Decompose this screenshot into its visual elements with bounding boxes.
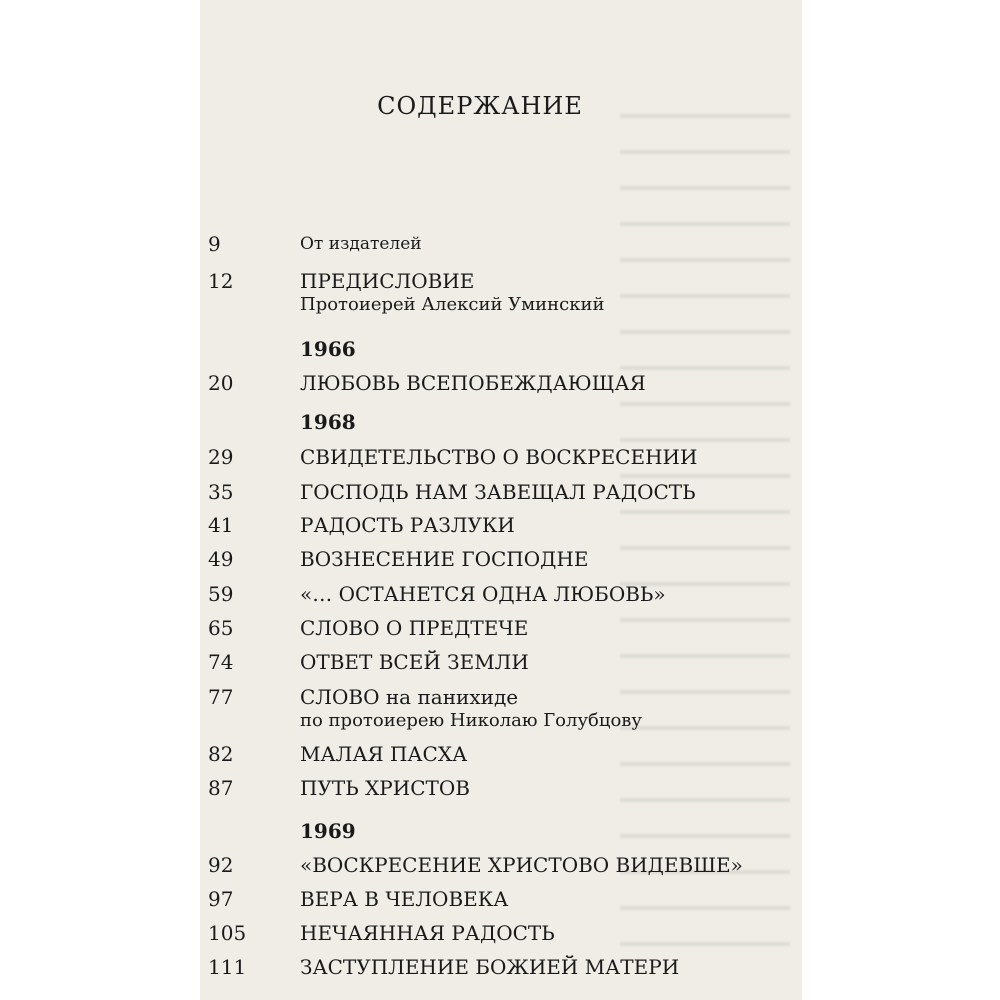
toc-title: «ВОСКРЕСЕНИЕ ХРИСТОВО ВИДЕВШЕ»	[300, 853, 743, 877]
show-through-text	[620, 90, 790, 970]
toc-title: ОТВЕТ ВСЕЙ ЗЕМЛИ	[300, 650, 529, 674]
toc-page-number: 74	[208, 650, 234, 674]
page-title: СОДЕРЖАНИЕ	[377, 92, 583, 120]
toc-subtitle: Протоиерей Алексий Уминский	[300, 294, 605, 315]
toc-title: НЕЧАЯННАЯ РАДОСТЬ	[300, 921, 555, 945]
toc-page-number: 12	[208, 269, 234, 293]
toc-title: ВЕРА В ЧЕЛОВЕКА	[300, 887, 509, 911]
toc-page-number: 87	[208, 776, 234, 800]
toc-title: ЛЮБОВЬ ВСЕПОБЕЖДАЮЩАЯ	[300, 371, 646, 395]
toc-page-number: 20	[208, 371, 234, 395]
toc-page-number: 97	[208, 887, 234, 911]
toc-page-number: 59	[208, 582, 234, 606]
toc-title: ПУТЬ ХРИСТОВ	[300, 776, 470, 800]
toc-page-number: 35	[208, 480, 234, 504]
toc-page-number: 77	[208, 685, 234, 709]
toc-subtitle: по протоиерею Николаю Голубцову	[300, 710, 643, 731]
toc-title: ЗАСТУПЛЕНИЕ БОЖИЕЙ МАТЕРИ	[300, 955, 680, 979]
toc-page-number: 105	[208, 921, 247, 945]
toc-page-number: 92	[208, 853, 234, 877]
toc-title: РАДОСТЬ РАЗЛУКИ	[300, 513, 515, 537]
toc-page-number: 111	[208, 955, 247, 979]
book-page	[200, 0, 802, 1000]
toc-title: ВОЗНЕСЕНИЕ ГОСПОДНЕ	[300, 547, 589, 571]
toc-page-number: 9	[208, 232, 221, 256]
toc-title: От издателей	[300, 234, 422, 254]
toc-title: СЛОВО на панихиде	[300, 685, 519, 709]
toc-title: МАЛАЯ ПАСХА	[300, 742, 468, 766]
toc-title: «… ОСТАНЕТСЯ ОДНА ЛЮБОВЬ»	[300, 582, 666, 606]
toc-page-number: 29	[208, 445, 234, 469]
toc-title: СВИДЕТЕЛЬСТВО О ВОСКРЕСЕНИИ	[300, 445, 698, 469]
toc-page-number: 49	[208, 547, 234, 571]
toc-title: ПРЕДИСЛОВИЕ	[300, 269, 475, 293]
year-heading: 1968	[300, 410, 356, 434]
toc-page-number: 82	[208, 742, 234, 766]
toc-title: ГОСПОДЬ НАМ ЗАВЕЩАЛ РАДОСТЬ	[300, 480, 696, 504]
toc-title: СЛОВО О ПРЕДТЕЧЕ	[300, 616, 529, 640]
toc-page-number: 41	[208, 513, 234, 537]
year-heading: 1966	[300, 337, 356, 361]
year-heading: 1969	[300, 819, 356, 843]
toc-page-number: 65	[208, 616, 234, 640]
